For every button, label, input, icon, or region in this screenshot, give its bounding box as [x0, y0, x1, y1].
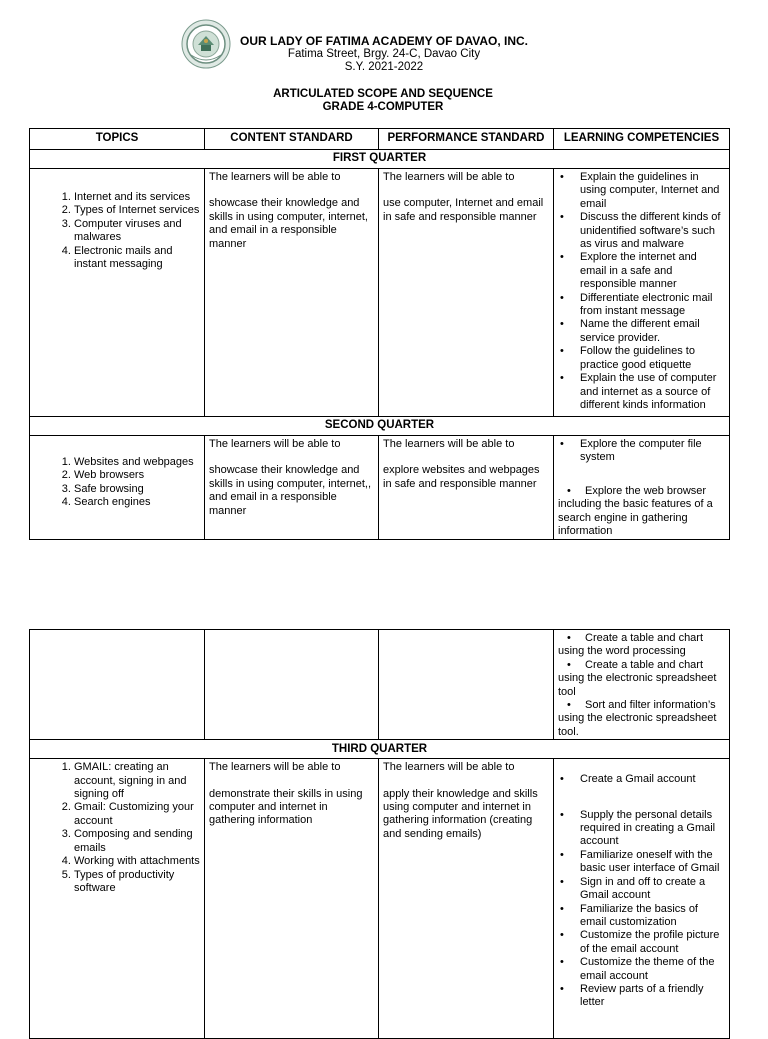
header-content-standard: CONTENT STANDARD: [205, 129, 379, 150]
list-item: 3. Composing and sending emails: [74, 828, 200, 855]
second-quarter-competencies: [554, 436, 730, 540]
school-name-block: [200, 35, 568, 74]
second-quarter-content-standard: [205, 436, 379, 540]
list-item: • Supply the personal details required in creating a Gmail account: [580, 809, 725, 849]
performance-standard-body: explore websites and webpages in safe and responsible manner: [383, 464, 540, 490]
list-item: • Familiarize oneself with the basic user interface of Gmail: [580, 849, 725, 876]
list-item: 2. Types of Internet services: [74, 204, 200, 217]
list-item: • Create a table and chart using the electronic spreadsheet tool: [558, 658, 717, 698]
header-performance-standard: PERFORMANCE STANDARD: [379, 129, 554, 150]
header-learning-competencies: LEARNING COMPETENCIES: [554, 129, 730, 150]
content-standard-body: showcase their knowledge and skills in using computer, internet,, and email in a responsible manner: [209, 464, 372, 517]
list-item: 5. Types of productivity software: [74, 869, 200, 896]
list-item: 2. Web browsers: [74, 469, 200, 482]
list-item: 3. Safe browsing: [74, 483, 200, 496]
document-title: [200, 88, 566, 114]
third-quarter-label: THIRD QUARTER: [30, 740, 730, 759]
list-item: • Explain the guidelines in using computer, Internet and email: [580, 171, 725, 211]
list-item: • Create a table and chart using the word processing: [558, 632, 704, 658]
performance-standard-intro: The learners will be able to: [383, 438, 515, 450]
list-item: • Sign in and off to create a Gmail account: [580, 876, 725, 903]
list-item: • Create a Gmail account: [580, 773, 725, 786]
continued-content-standard: [205, 630, 379, 740]
continued-content-row: [30, 630, 730, 740]
second-quarter-label: SECOND QUARTER: [30, 417, 730, 436]
school-name: OUR LADY OF FATIMA ACADEMY OF DAVAO, INC.: [240, 34, 528, 48]
list-item: 4. Electronic mails and instant messaging: [74, 245, 200, 272]
first-quarter-row: [30, 150, 730, 169]
school-address: Fatima Street, Brgy. 24-C, Davao City: [287, 48, 481, 60]
first-quarter-content-row: [30, 169, 730, 417]
list-item: • Explore the internet and email in a safe and responsible manner: [580, 251, 725, 291]
list-item: • Explore the computer file system: [580, 438, 725, 465]
second-quarter-performance-standard: [379, 436, 554, 540]
first-quarter-competencies: [554, 169, 730, 417]
list-item: 4. Search engines: [74, 496, 200, 509]
performance-standard-intro: The learners will be able to: [383, 761, 515, 774]
list-item: • Name the different email service provider.: [580, 318, 725, 345]
list-item: • Discuss the different kinds of unidentified software’s such as virus and malware: [580, 211, 725, 251]
third-quarter-content-standard: [205, 759, 379, 1039]
first-quarter-content-standard: [205, 169, 379, 417]
list-item: • Follow the guidelines to practice good etiquette: [580, 345, 725, 372]
list-item: • Familiarize the basics of email customization: [580, 903, 725, 930]
second-quarter-content-row: [30, 436, 730, 540]
first-quarter-label: FIRST QUARTER: [30, 150, 730, 169]
list-item: 3. Computer viruses and malwares: [74, 218, 200, 245]
list-item: 4. Working with attachments: [74, 855, 200, 868]
performance-standard-body: apply their knowledge and skills using computer and internet in gathering information (creating and sending emails): [383, 787, 538, 840]
list-item: • Review parts of a friendly letter: [580, 983, 725, 1010]
content-standard-body: demonstrate their skills in using computer and internet in gathering information: [209, 787, 363, 827]
content-standard-body: showcase their knowledge and skills in using computer, internet, and email in a responsible manner: [209, 197, 368, 250]
content-standard-intro: The learners will be able to: [209, 171, 341, 183]
list-item: • Explore the web browser including the basic features of a search engine in gathering information: [558, 484, 713, 538]
header-topics: TOPICS: [30, 129, 205, 150]
content-standard-intro: The learners will be able to: [209, 438, 341, 450]
third-quarter-row: [30, 740, 730, 759]
list-item: • Customize the theme of the email account: [580, 956, 725, 983]
scope-sequence-table-page-2: [29, 629, 730, 1039]
title-line-2: GRADE 4-COMPUTER: [322, 101, 444, 113]
continued-competencies: [554, 630, 730, 740]
table-header-row: [30, 129, 730, 150]
list-item: • Customize the profile picture of the email account: [580, 929, 725, 956]
document-header: [0, 0, 768, 120]
third-quarter-topics: [30, 759, 205, 1039]
third-quarter-content-row: [30, 759, 730, 1039]
list-item: • Explain the use of computer and internet as a source of different kinds information: [580, 372, 725, 412]
list-item: 1. GMAIL: creating an account, signing in and signing off: [74, 761, 200, 801]
title-line-1: ARTICULATED SCOPE AND SEQUENCE: [273, 88, 493, 100]
first-quarter-performance-standard: [379, 169, 554, 417]
third-quarter-competencies: [554, 759, 730, 1039]
performance-standard-intro: The learners will be able to: [383, 171, 515, 183]
continued-performance-standard: [379, 630, 554, 740]
school-year: S.Y. 2021-2022: [344, 61, 424, 73]
list-item: • Sort and filter information’s using the electronic spreadsheet tool.: [558, 699, 717, 738]
scope-sequence-table-page-1: [29, 128, 730, 540]
second-quarter-topics: [30, 436, 205, 540]
content-standard-intro: The learners will be able to: [209, 761, 341, 774]
list-item: • Differentiate electronic mail from instant message: [580, 292, 725, 319]
third-quarter-performance-standard: [379, 759, 554, 1039]
list-item: 1. Internet and its services: [74, 191, 200, 204]
continued-topics: [30, 630, 205, 740]
list-item: 1. Websites and webpages: [74, 456, 200, 469]
performance-standard-body: use computer, Internet and email in safe and responsible manner: [383, 197, 544, 223]
second-quarter-row: [30, 417, 730, 436]
list-item: 2. Gmail: Customizing your account: [74, 801, 200, 828]
first-quarter-topics: [30, 169, 205, 417]
